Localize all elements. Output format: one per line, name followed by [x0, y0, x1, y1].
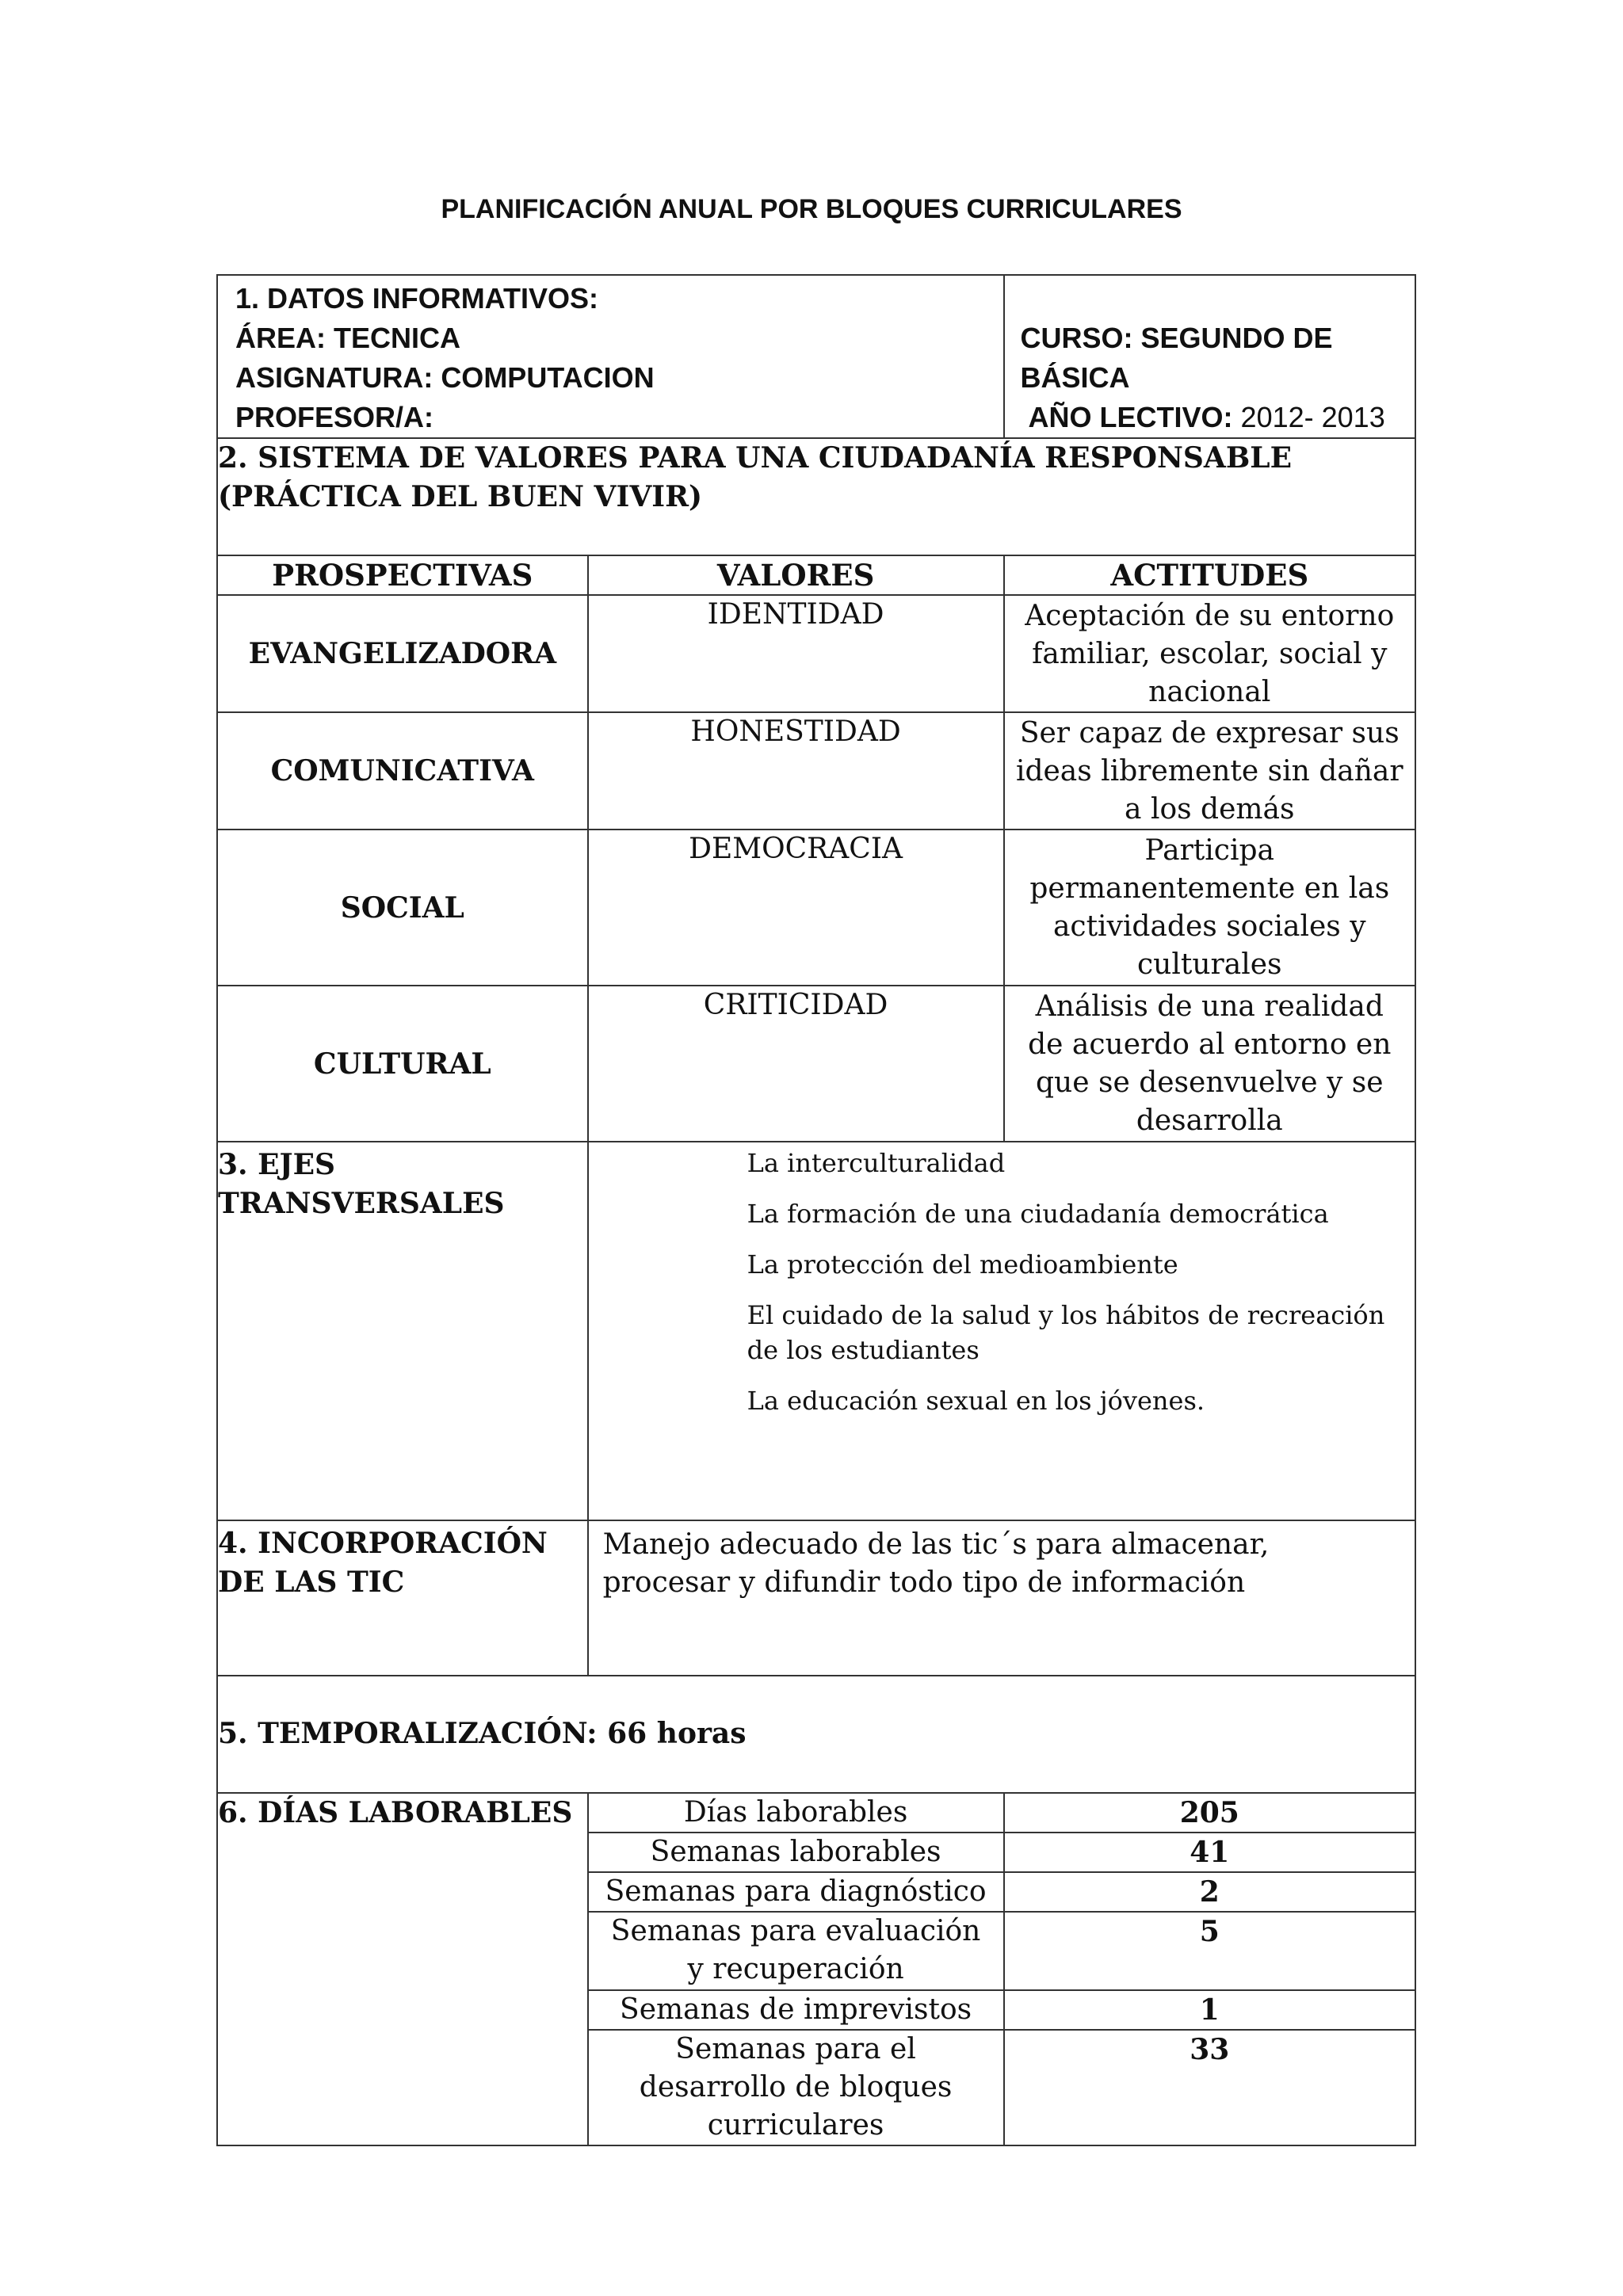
- ejes-row: [217, 1142, 1415, 1520]
- ejes-list: [588, 1142, 1415, 1520]
- dias-value-cell: 41: [1004, 1833, 1415, 1872]
- list-item: La protección del medioambiente: [747, 1249, 1178, 1280]
- prospectiva-cell: SOCIAL: [217, 830, 588, 986]
- dias-value-cell: 2: [1004, 1872, 1415, 1912]
- curso-field: CURSO: SEGUNDO DE BÁSICA: [1020, 322, 1333, 394]
- dias-label-cell: Semanas para diagnóstico: [588, 1872, 1004, 1912]
- table-row: [217, 595, 1415, 712]
- list-item: La educación sexual en los jóvenes.: [747, 1386, 1205, 1416]
- dias-label-cell: Semanas para evaluación y recuperación: [588, 1912, 1004, 1990]
- actitud-cell: Participa permanentemente en las actividades sociales y culturales: [1004, 830, 1415, 986]
- list-item: La formación de una ciudadanía democrática: [747, 1199, 1329, 1229]
- col-header-actitudes: ACTITUDES: [1004, 555, 1415, 595]
- list-item: La interculturalidad: [747, 1148, 1006, 1178]
- page-title: PLANIFICACIÓN ANUAL POR BLOQUES CURRICULARES: [441, 194, 1182, 224]
- valor-cell: DEMOCRACIA: [588, 830, 1004, 986]
- dias-value-cell: 5: [1004, 1912, 1415, 1990]
- valores-heading: 2. SISTEMA DE VALORES PARA UNA CIUDADANÍA RESPONSABLE (PRÁCTICA DEL BUEN VIVIR): [217, 438, 1415, 555]
- tic-row: [217, 1520, 1415, 1676]
- actitud-cell: Aceptación de su entorno familiar, escolar, social y nacional: [1004, 595, 1415, 712]
- valor-cell: HONESTIDAD: [588, 712, 1004, 830]
- tic-heading: [217, 1520, 588, 1676]
- valores-header-row: [217, 555, 1415, 595]
- dias-label-cell: Semanas de imprevistos: [588, 1990, 1004, 2030]
- temporalizacion-row: [217, 1676, 1415, 1793]
- actitud-cell: Ser capaz de expresar sus ideas libremente sin dañar a los demás: [1004, 712, 1415, 830]
- dias-label-cell: Días laborables: [588, 1793, 1004, 1833]
- dias-value-cell: 205: [1004, 1793, 1415, 1833]
- valores-heading-row: [217, 438, 1415, 555]
- list-item: El cuidado de la salud y los hábitos de recreación de los estudiantes: [747, 1300, 1385, 1365]
- ejes-heading-line2: TRANSVERSALES: [218, 1187, 505, 1220]
- anio-lectivo-label: AÑO LECTIVO:: [1028, 401, 1233, 433]
- profesor-field: PROFESOR/A:: [235, 401, 434, 433]
- prospectiva-cell: EVANGELIZADORA: [217, 595, 588, 712]
- tic-heading-line2: DE LAS TIC: [218, 1566, 405, 1599]
- ejes-heading: [217, 1142, 588, 1520]
- actitud-cell: Análisis de una realidad de acuerdo al entorno en que se desenvuelve y se desarrolla: [1004, 986, 1415, 1142]
- datos-right-cell: [1004, 275, 1415, 438]
- valor-cell: CRITICIDAD: [588, 986, 1004, 1142]
- dias-label-cell: Semanas laborables: [588, 1833, 1004, 1872]
- anio-lectivo-field: [1021, 398, 1415, 437]
- tic-heading-line1: 4. INCORPORACIÓN: [218, 1527, 548, 1560]
- table-row: [217, 1793, 1415, 1833]
- dias-value-cell: 1: [1004, 1990, 1415, 2030]
- table-row: [217, 712, 1415, 830]
- asignatura-field: ASIGNATURA: COMPUTACION: [235, 361, 655, 394]
- col-header-prospectivas: PROSPECTIVAS: [217, 555, 588, 595]
- planning-table: [216, 274, 1416, 2146]
- table-row: [217, 986, 1415, 1142]
- col-header-valores: VALORES: [588, 555, 1004, 595]
- valor-cell: IDENTIDAD: [588, 595, 1004, 712]
- temporalizacion-text: 5. TEMPORALIZACIÓN: 66 horas: [217, 1676, 1415, 1793]
- prospectiva-cell: CULTURAL: [217, 986, 588, 1142]
- datos-row: [217, 275, 1415, 438]
- prospectiva-cell: COMUNICATIVA: [217, 712, 588, 830]
- table-row: [217, 830, 1415, 986]
- tic-text: Manejo adecuado de las tic´s para almacenar, procesar y difundir todo tipo de información: [588, 1520, 1415, 1676]
- area-field: ÁREA: TECNICA: [235, 322, 460, 354]
- anio-lectivo-value: 2012- 2013: [1240, 401, 1385, 433]
- dias-value-cell: 33: [1004, 2030, 1415, 2145]
- ejes-heading-line1: 3. EJES: [218, 1148, 336, 1181]
- dias-heading: 6. DÍAS LABORABLES: [217, 1793, 588, 2145]
- dias-label-cell: Semanas para el desarrollo de bloques curriculares: [588, 2030, 1004, 2145]
- datos-left-cell: [217, 275, 1004, 438]
- datos-heading: 1. DATOS INFORMATIVOS:: [235, 282, 599, 315]
